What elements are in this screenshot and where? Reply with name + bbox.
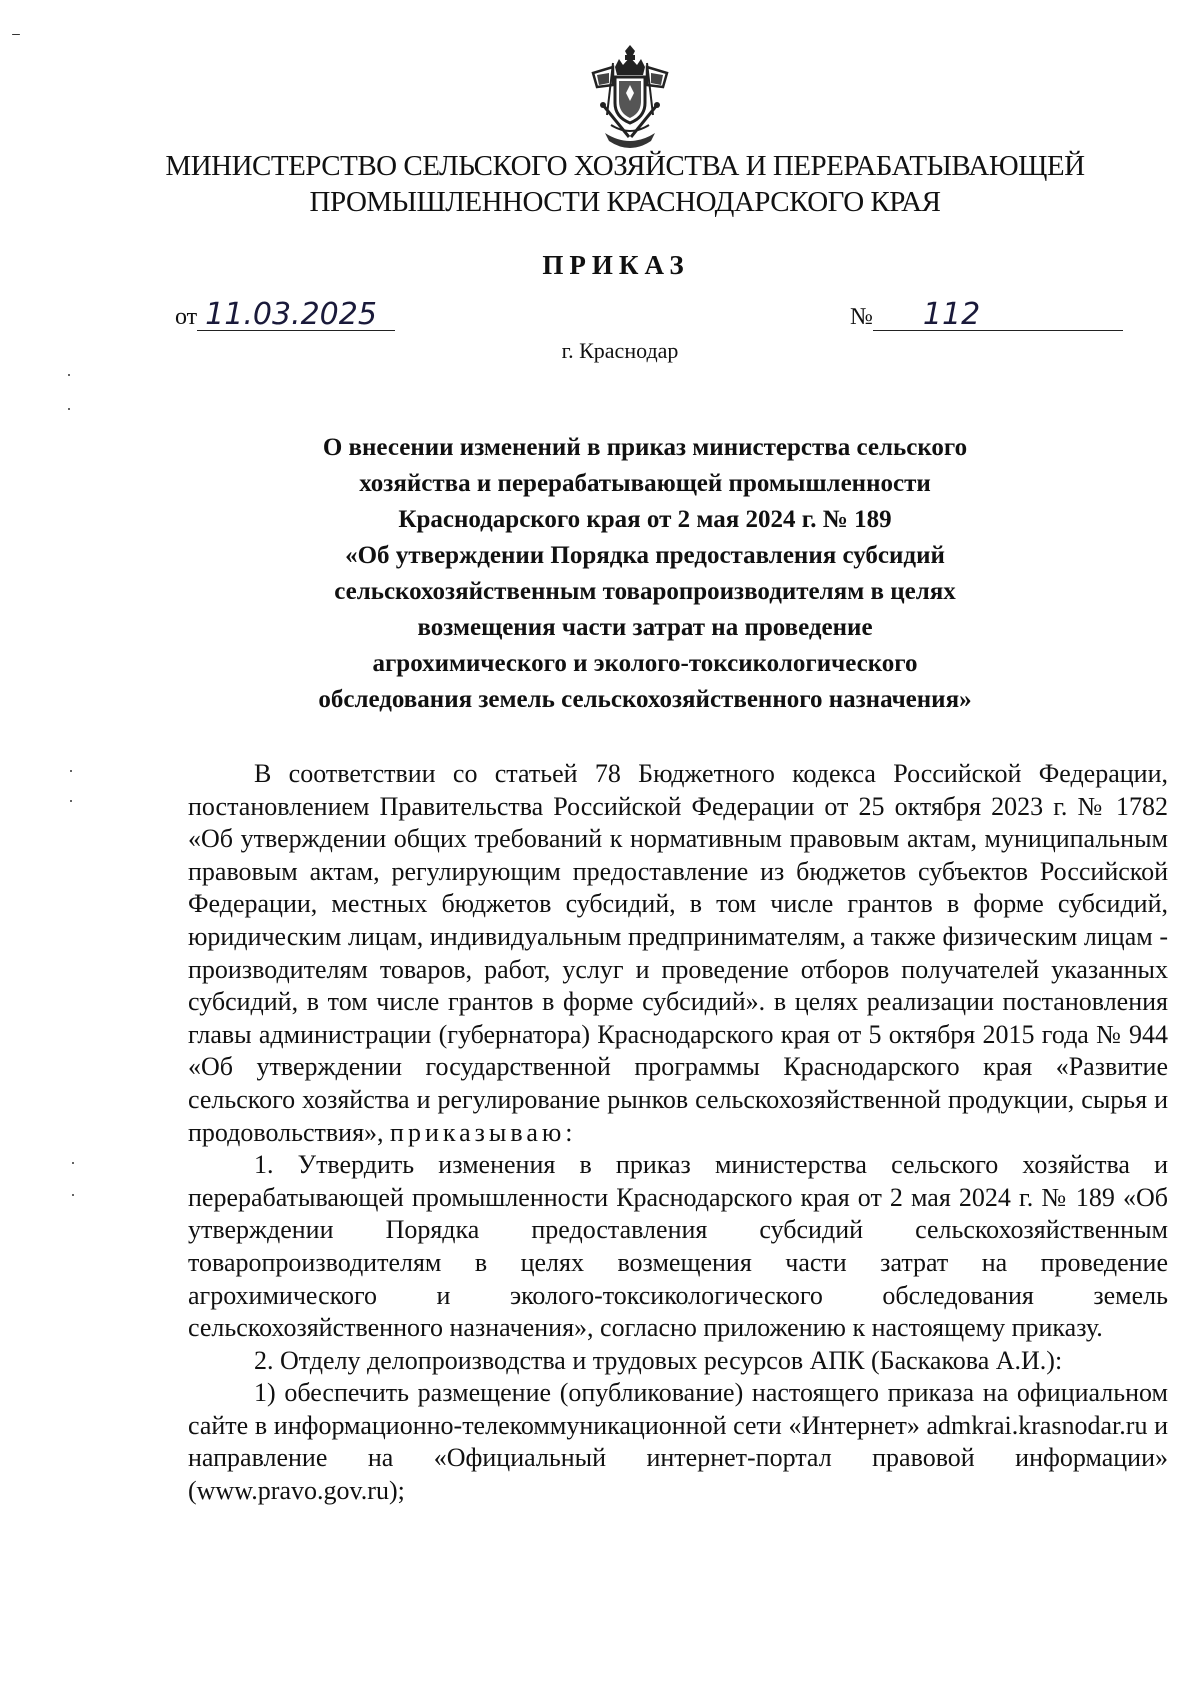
ministry-name-line1: МИНИСТЕРСТВО СЕЛЬСКОГО ХОЗЯЙСТВА И ПЕРЕРАБАТЫВАЮЩЕЙ	[165, 150, 1085, 182]
scan-speck	[72, 1194, 74, 1196]
order-directive: приказываю:	[390, 1117, 577, 1147]
preamble-paragraph	[188, 758, 1168, 1149]
preamble-text: В соответствии со статьей 78 Бюджетного кодекса Российской Федерации, постановлением Правительства Российской Федерации от 25 октября 2023 г. № 1782 «Об утверждении общих требований к нормативным правовым актам, муниципальным правовым актам, регулирующим предоставление из бюджетов субъектов Российской Федерации, местных бюджетов субсидий, в том числе грантов в форме субсидий, юридическим лицам, индивидуальным предпринимателям, а также физическим лицам - производителям товаров, работ, услуг и проведение отборов получателей указанных субсидий, в том числе грантов в форме субсидий». в целях реализации постановления главы администрации (губернатора) Краснодарского края от 5 октября 2015 года № 944 «Об утверждении государственной программы Краснодарского края «Развитие сельского хозяйства и регулирование рынков сельскохозяйственной продукции, сырья и продовольствия»,	[188, 759, 1168, 1147]
scan-speck	[70, 800, 72, 802]
number-label: №	[850, 304, 873, 330]
coat-of-arms-icon	[585, 45, 675, 157]
subject-line: «Об утверждении Порядка предоставления субсидий	[345, 542, 945, 569]
order-subject	[250, 430, 1040, 718]
scan-speck	[68, 408, 70, 410]
subject-line: Краснодарского края от 2 мая 2024 г. № 189	[398, 506, 892, 533]
subject-line: сельскохозяйственным товаропроизводителям в целях	[334, 578, 956, 605]
date-label: от	[175, 304, 198, 330]
subject-line: агрохимического и эколого-токсикологического	[372, 650, 918, 677]
subject-line: О внесении изменений в приказ министерства сельского	[322, 434, 968, 461]
scan-speck	[12, 34, 20, 35]
subject-line: хозяйства и перерабатывающей промышленности	[359, 470, 931, 497]
document-type-title: ПРИКАЗ	[542, 250, 690, 280]
number-value: 112	[873, 300, 1123, 331]
order-body	[188, 758, 1168, 1508]
ministry-name-line2: ПРОМЫШЛЕННОСТИ КРАСНОДАРСКОГО КРАЯ	[309, 186, 941, 218]
city-label: г. Краснодар	[561, 338, 679, 363]
item-2-1-paragraph: 1) обеспечить размещение (опубликование) настоящего приказа на официальном сайте в информационно-телекоммуникационной сети «Интернет» admkrai.krasnodar.ru и направление на «Официальный интернет-портал правовой информации» (www.pravo.gov.ru);	[188, 1378, 1168, 1506]
scan-speck	[72, 1162, 74, 1164]
date-value: 11.03.2025	[197, 300, 395, 331]
order-date	[175, 297, 395, 332]
scan-speck	[70, 770, 72, 772]
order-number	[850, 297, 1123, 332]
item-2-paragraph: 2. Отделу делопроизводства и трудовых ресурсов АПК (Баскакова А.И.):	[254, 1345, 1063, 1375]
subject-line: возмещения части затрат на проведение	[417, 614, 873, 641]
subject-line: обследования земель сельскохозяйственного назначения»	[318, 686, 972, 713]
ministry-name	[160, 148, 1090, 220]
item-1-paragraph: 1. Утвердить изменения в приказ министерства сельского хозяйства и перерабатывающей промышленности Краснодарского края от 2 мая 2024 г. № 189 «Об утверждении Порядка предоставления субсидий сельскохозяйственным товаропроизводителям в целях возмещения части затрат на проведение агрохимического и эколого-токсикологического обследования земель сельскохозяйственного назначения», согласно приложению к настоящему приказу.	[188, 1150, 1168, 1343]
scan-speck	[68, 374, 70, 376]
